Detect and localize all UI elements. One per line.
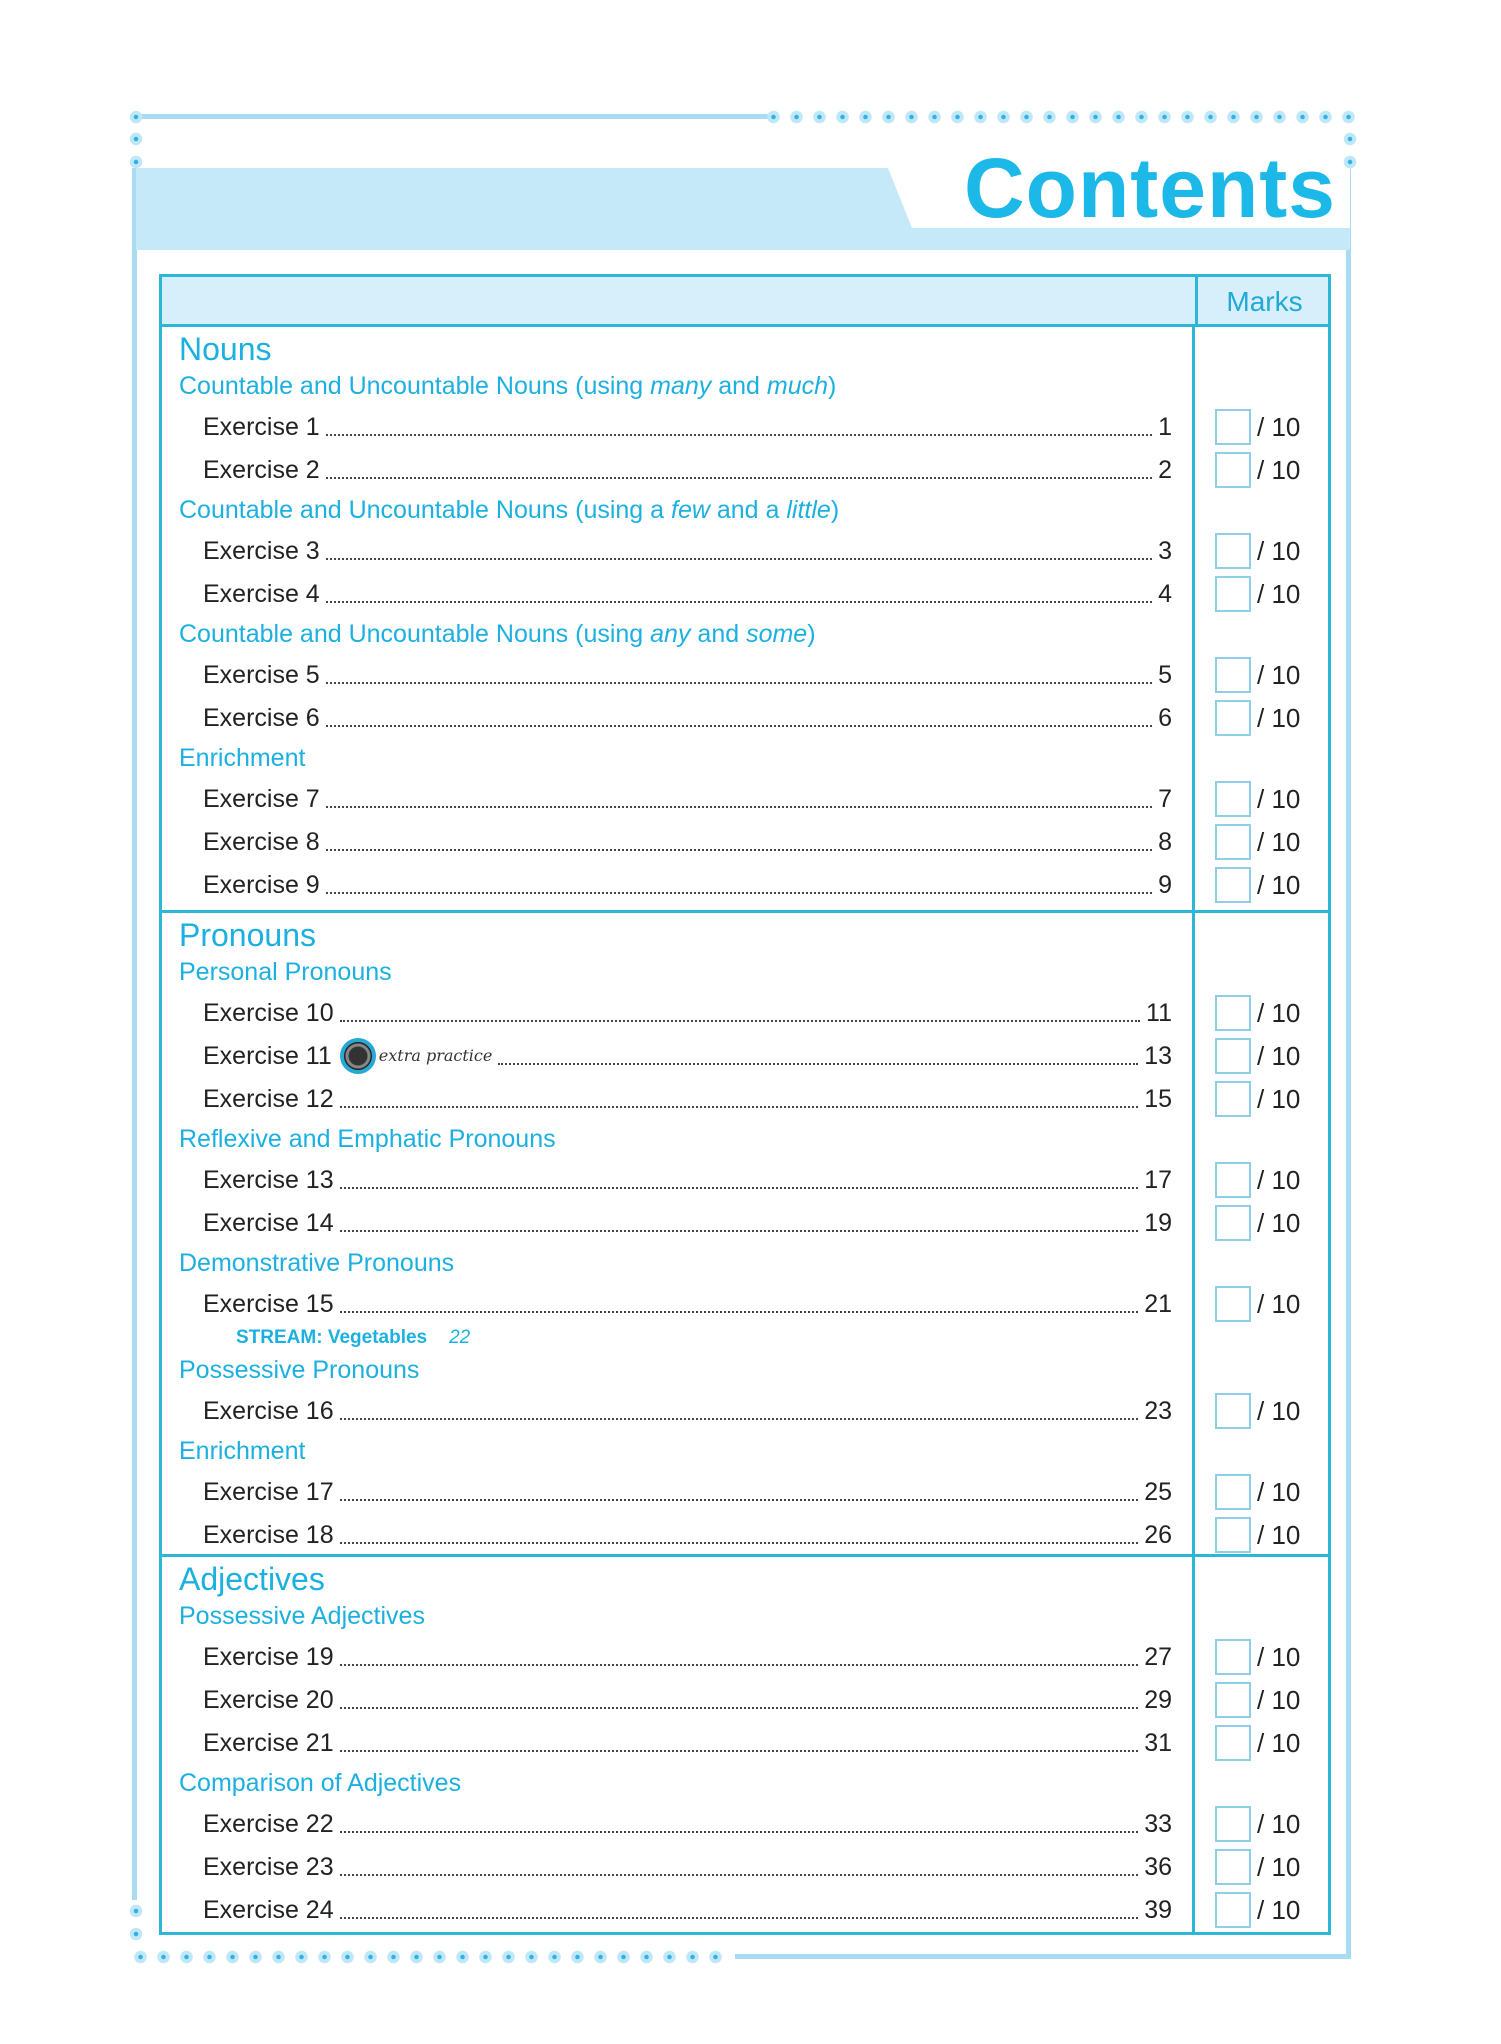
page-number: 1 [1158,412,1172,441]
stream-entry[interactable] [162,1325,1328,1351]
subsection-heading-text: ) [830,496,840,524]
marks-input-box[interactable] [1215,1849,1251,1885]
exercise-row [162,1721,1328,1764]
marks-field [1215,1849,1300,1885]
subsection-heading [162,1351,1328,1389]
exercise-entry[interactable] [162,1678,1180,1721]
table-body [162,327,1328,1932]
dot-leader [326,434,1152,436]
marks-input-box[interactable] [1215,1806,1251,1842]
exercise-row [162,777,1328,820]
page-number: 11 [1146,998,1172,1027]
section-nouns [162,327,1328,913]
marks-column-header: Marks [1195,277,1331,324]
marks-field [1215,452,1300,488]
subsection-heading [162,491,1328,529]
frame-top-dots [762,110,1358,124]
subsection-heading-text: Countable and Uncountable Nouns (using [179,372,651,400]
marks-out-of: / 10 [1257,659,1301,690]
exercise-label: Exercise 11 [203,1041,332,1070]
subsection-heading-text: Personal Pronouns [179,958,392,986]
exercise-label: Exercise 15 [203,1289,334,1318]
section-heading: Pronouns [179,917,316,953]
dot-leader [326,558,1152,560]
exercise-row [162,696,1328,739]
marks-out-of: / 10 [1257,826,1301,857]
dot-leader [340,1707,1139,1709]
marks-out-of: / 10 [1257,997,1301,1028]
exercise-label: Exercise 18 [203,1520,334,1549]
exercise-entry[interactable] [162,1034,1180,1077]
marks-input-box[interactable] [1215,1393,1251,1429]
marks-out-of: / 10 [1257,1040,1301,1071]
marks-input-box[interactable] [1215,576,1251,612]
exercise-row [162,1158,1328,1201]
dot-leader [498,1063,1138,1065]
exercise-entry[interactable] [162,448,1180,491]
subsection-heading-text: any [650,620,691,648]
subsection-heading-text: Possessive Pronouns [179,1356,420,1384]
exercise-row [162,1282,1328,1325]
marks-input-box[interactable] [1215,700,1251,736]
marks-input-box[interactable] [1215,1162,1251,1198]
marks-field [1215,1806,1300,1842]
frame-dot [129,110,143,124]
exercise-row [162,1888,1328,1931]
page-number: 26 [1144,1520,1172,1549]
page-number: 31 [1144,1728,1172,1757]
frame-right-line [1346,168,1351,1958]
exercise-label: Exercise 8 [203,827,320,856]
exercise-entry[interactable] [162,1721,1180,1764]
marks-out-of: / 10 [1257,1476,1301,1507]
exercise-entry[interactable] [162,653,1180,696]
dot-leader [340,1874,1139,1876]
dot-leader [340,1664,1139,1666]
marks-out-of: / 10 [1257,1083,1301,1114]
page-title: Contents [964,141,1336,235]
subsection-heading [162,739,1328,777]
page-number: 3 [1158,536,1172,565]
exercise-entry[interactable] [162,572,1180,615]
dot-leader [340,1831,1139,1833]
subsection-heading-text: much [766,372,829,400]
marks-field [1215,409,1300,445]
marks-out-of: / 10 [1257,1851,1301,1882]
page-number: 36 [1144,1852,1172,1881]
stream-label: STREAM: Vegetables [236,1327,428,1348]
frame-bottom-dots [129,1950,729,1964]
frame-dot [129,1927,143,1941]
subsection-heading-text: Countable and Uncountable Nouns (using [179,620,651,648]
subsection-heading-text: Reflexive and Emphatic Pronouns [179,1125,556,1153]
exercise-entry[interactable] [162,1158,1180,1201]
marks-field [1215,700,1300,736]
subsection-heading-text: Enrichment [179,744,306,772]
marks-out-of: / 10 [1257,1727,1301,1758]
page-number: 8 [1158,827,1172,856]
marks-input-box[interactable] [1215,1682,1251,1718]
page-number: 17 [1144,1165,1172,1194]
exercise-label: Exercise 3 [203,536,320,565]
page-number: 9 [1158,870,1172,899]
exercise-label: Exercise 12 [203,1084,334,1113]
marks-field [1215,1639,1300,1675]
exercise-label: Exercise 14 [203,1208,334,1237]
subsection-heading-text: Countable and Uncountable Nouns (using a [179,496,672,524]
exercise-row [162,1470,1328,1513]
exercise-row [162,1802,1328,1845]
page-number: 5 [1158,660,1172,689]
exercise-label: Exercise 2 [203,455,320,484]
marks-field [1215,1892,1300,1928]
marks-field [1215,1682,1300,1718]
dot-leader [326,601,1152,603]
marks-field [1215,657,1300,693]
marks-input-box[interactable] [1215,995,1251,1031]
exercise-entry[interactable] [162,405,1180,448]
marks-out-of: / 10 [1257,535,1301,566]
marks-field [1215,867,1300,903]
exercise-row [162,1635,1328,1678]
exercise-row [162,863,1328,906]
exercise-label: Exercise 23 [203,1852,334,1881]
marks-input-box[interactable] [1215,824,1251,860]
marks-out-of: / 10 [1257,1519,1301,1550]
page-number: 19 [1144,1208,1172,1237]
exercise-entry[interactable] [162,991,1180,1034]
page-number: 39 [1144,1895,1172,1924]
dot-leader [326,477,1152,479]
exercise-row [162,1845,1328,1888]
subsection-heading-text: many [650,372,712,400]
exercise-label: Exercise 20 [203,1685,334,1714]
exercise-label: Exercise 6 [203,703,320,732]
exercise-entry[interactable] [162,696,1180,739]
dot-leader [326,725,1152,727]
section-pronouns [162,913,1328,1557]
marks-input-box[interactable] [1215,1725,1251,1761]
marks-field [1215,1205,1300,1241]
page-number: 7 [1158,784,1172,813]
marks-out-of: / 10 [1257,1808,1301,1839]
page-number: 25 [1144,1477,1172,1506]
marks-input-box[interactable] [1215,1892,1251,1928]
dot-leader [340,1311,1139,1313]
exercise-label: Exercise 9 [203,870,320,899]
marks-input-box[interactable] [1215,1517,1251,1553]
marks-field [1215,1162,1300,1198]
exercise-label: Exercise 4 [203,579,320,608]
exercise-entry[interactable] [162,1282,1180,1325]
marks-out-of: / 10 [1257,1395,1301,1426]
frame-top-line [136,114,770,119]
dot-leader [340,1106,1139,1108]
subsection-heading-text: few [671,496,710,524]
marks-field [1215,1081,1300,1117]
extra-practice-badge [340,1038,493,1074]
exercise-entry[interactable] [162,1635,1180,1678]
subsection-heading-text: Comparison of Adjectives [179,1769,462,1797]
exercise-label: Exercise 21 [203,1728,334,1757]
subsection-heading-text: some [746,620,808,648]
exercise-label: Exercise 13 [203,1165,334,1194]
page-number: 13 [1144,1041,1172,1070]
exercise-entry[interactable] [162,1802,1180,1845]
exercise-row [162,1678,1328,1721]
marks-input-box[interactable] [1215,1081,1251,1117]
table-header [162,277,1328,327]
marks-out-of: / 10 [1257,578,1301,609]
marks-input-box[interactable] [1215,1639,1251,1675]
marks-input-box[interactable] [1215,409,1251,445]
exercise-row [162,1389,1328,1432]
marks-out-of: / 10 [1257,1207,1301,1238]
marks-input-box[interactable] [1215,657,1251,693]
section-adjectives [162,1557,1328,1932]
marks-input-box[interactable] [1215,867,1251,903]
exercise-label: Exercise 1 [203,412,320,441]
marks-out-of: / 10 [1257,411,1301,442]
exercise-row [162,653,1328,696]
marks-field [1215,1038,1300,1074]
dot-leader [340,1187,1139,1189]
exercise-row [162,991,1328,1034]
page-number: 27 [1144,1642,1172,1671]
marks-field [1215,1393,1300,1429]
marks-out-of: / 10 [1257,869,1301,900]
marks-out-of: / 10 [1257,454,1301,485]
subsection-heading-text: Possessive Adjectives [179,1602,425,1630]
exercise-row [162,572,1328,615]
exercise-row [162,1077,1328,1120]
subsection-heading [162,615,1328,653]
exercise-entry[interactable] [162,1888,1180,1931]
exercise-row [162,1201,1328,1244]
page-number: 4 [1158,579,1172,608]
dot-leader [340,1020,1140,1022]
marks-input-box[interactable] [1215,1286,1251,1322]
dot-leader [326,892,1152,894]
dot-leader [340,1418,1139,1420]
subsection-heading [162,953,1328,991]
dot-leader [340,1230,1139,1232]
frame-dot [129,155,143,169]
page-number: 6 [1158,703,1172,732]
marks-field [1215,781,1300,817]
dot-leader [326,849,1152,851]
exercise-row [162,448,1328,491]
extra-practice-label: extra practice [378,1045,493,1065]
marks-input-box[interactable] [1215,781,1251,817]
marks-field [1215,1725,1300,1761]
exercise-entry[interactable] [162,863,1180,906]
page-number: 21 [1144,1289,1172,1318]
exercise-entry[interactable] [162,1845,1180,1888]
marks-out-of: / 10 [1257,1894,1301,1925]
exercise-label: Exercise 5 [203,660,320,689]
frame-left-line [132,168,137,1900]
exercise-label: Exercise 17 [203,1477,334,1506]
exercise-row [162,1034,1328,1077]
section-heading: Adjectives [179,1561,325,1597]
marks-input-box[interactable] [1215,533,1251,569]
marks-out-of: / 10 [1257,1164,1301,1195]
page-number: 2 [1158,455,1172,484]
exercise-entry[interactable] [162,820,1180,863]
marks-field [1215,1474,1300,1510]
subsection-heading [162,367,1328,405]
marks-field [1215,995,1300,1031]
marks-input-box[interactable] [1215,452,1251,488]
page-number: 29 [1144,1685,1172,1714]
subsection-heading-text: little [786,496,831,524]
exercise-label: Exercise 7 [203,784,320,813]
contents-table [159,274,1331,1935]
marks-out-of: / 10 [1257,1641,1301,1672]
subsection-heading [162,1244,1328,1282]
subsection-heading [162,1764,1328,1802]
stream-page-number: 22 [449,1327,471,1348]
marks-field [1215,824,1300,860]
marks-input-box[interactable] [1215,1038,1251,1074]
extra-practice-icon [340,1038,376,1074]
page-number: 15 [1144,1084,1172,1113]
exercise-label: Exercise 24 [203,1895,334,1924]
marks-out-of: / 10 [1257,702,1301,733]
subsection-heading [162,1597,1328,1635]
marks-input-box[interactable] [1215,1474,1251,1510]
dot-leader [340,1917,1139,1919]
marks-field [1215,1517,1300,1553]
subsection-heading [162,1120,1328,1158]
exercise-label: Exercise 19 [203,1642,334,1671]
exercise-entry[interactable] [162,1470,1180,1513]
exercise-label: Exercise 10 [203,998,334,1027]
marks-input-box[interactable] [1215,1205,1251,1241]
exercise-entry[interactable] [162,529,1180,572]
subsection-heading-text: Demonstrative Pronouns [179,1249,455,1277]
dot-leader [340,1542,1139,1544]
marks-out-of: / 10 [1257,783,1301,814]
subsection-heading-text: Enrichment [179,1437,306,1465]
exercise-entry[interactable] [162,777,1180,820]
subsection-heading [162,1432,1328,1470]
exercise-label: Exercise 22 [203,1809,334,1838]
exercise-entry[interactable] [162,1201,1180,1244]
exercise-entry[interactable] [162,1389,1180,1432]
dot-leader [340,1750,1139,1752]
subsection-heading-text: and [690,620,747,648]
marks-out-of: / 10 [1257,1684,1301,1715]
subsection-heading-text: and a [709,496,787,524]
dot-leader [340,1499,1139,1501]
frame-dot [1343,132,1357,146]
exercise-row [162,820,1328,863]
frame-dot [129,132,143,146]
dot-leader [326,806,1152,808]
subsection-heading-text: ) [828,372,837,400]
exercise-label: Exercise 16 [203,1396,334,1425]
section-heading: Nouns [179,331,272,367]
marks-field [1215,1286,1300,1322]
subsection-heading-text: ) [807,620,816,648]
frame-dot [1343,155,1357,169]
exercise-entry[interactable] [162,1513,1180,1556]
marks-field [1215,533,1300,569]
marks-field [1215,576,1300,612]
page-number: 33 [1144,1809,1172,1838]
frame-bottom-line [735,1954,1351,1959]
exercise-row [162,529,1328,572]
marks-out-of: / 10 [1257,1288,1301,1319]
page-number: 23 [1144,1396,1172,1425]
exercise-entry[interactable] [162,1077,1180,1120]
subsection-heading-text: and [711,372,767,400]
dot-leader [326,682,1152,684]
exercise-row [162,405,1328,448]
exercise-row [162,1513,1328,1556]
frame-dot [129,1904,143,1918]
